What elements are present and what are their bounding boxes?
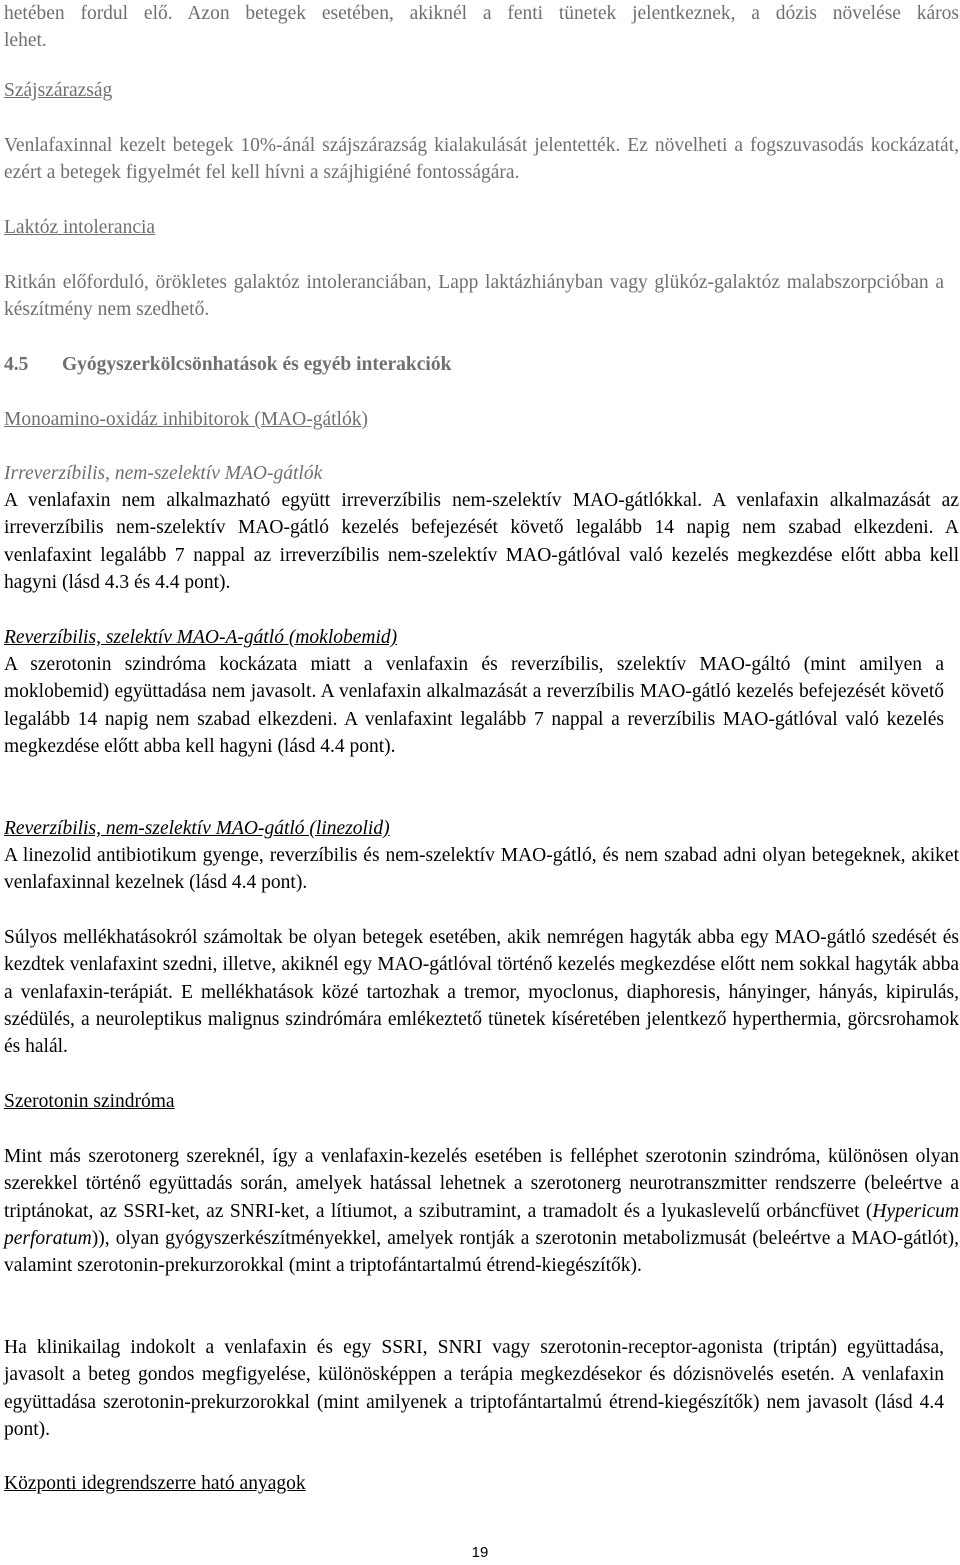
intro-line-2: lehet. — [4, 30, 47, 51]
moclobemide-text: A szerotonin szindróma kockázata miatt a venlafaxin és reverzíbilis, szelektív MAO-gáltó (mint amilyen a moklobemid) együttadása nem javasolt. A venlafaxin alkalmazását a reverzíbilis MAO-gátló kezelés befejezését követő legalább 14 napig nem szabad elkezdeni. A venlafaxint legalább 7 nappal a reverzíbilis MAO-gátlóval való kezelés megkezdése előtt abba kell hagyni (lásd 4.4 pont). — [4, 654, 944, 757]
serotonin-text — [4, 1143, 959, 1279]
lactose-text: Ritkán előforduló, örökletes galaktóz intoleranciában, Lapp laktázhiányban vagy glükóz-galaktóz malabszorpcióban a készítmény nem szedhető. — [4, 272, 944, 321]
linezolid-heading: Reverzíbilis, nem-szelektív MAO-gátló (linezolid) — [4, 818, 390, 839]
section-number: 4.5 — [4, 354, 29, 375]
irreversible-heading: Irreverzíbilis, nem-szelektív MAO-gátlók — [4, 463, 323, 484]
moclobemide-heading: Reverzíbilis, szelektív MAO-A-gátló (moklobemid) — [4, 627, 398, 648]
serotonin-text-a: Mint más szerotonerg szereknél, így a venlafaxin-kezelés esetében is felléphet szerotonin szindróma, különösen olyan szerekkel történő együttadás során, amelyek hatással lehetnek a szerotonerg neurotranszmitter rendszerre (beleértve a triptánokat, az SSRI-ket, az SNRI-ket, a lítiumot, a szibutramint, a tramadolt és a lyukaslevelű orbáncfüvet ( — [4, 1146, 959, 1222]
cns-heading: Központi idegrendszerre ható anyagok — [4, 1473, 306, 1494]
lactose-heading: Laktóz intolerancia — [4, 217, 156, 238]
severe-effects-text: Súlyos mellékhatásokról számoltak be olyan betegek esetében, akik nemrégen hagyták abba egy MAO-gátló szedését és kezdtek venlafaxint szedni, illetve, akiknél egy MAO-gátlóval történő kezelés megkezdése előtt nem sokkal hagyták abba a venlafaxin-terápiát. E mellékhatások közé tartozhak a tremor, myoclonus, diaphoresis, hányinger, hányás, kipirulás, szédülés, a neuroleptikus malignus szindrómára emlékeztető tünetek kíséretében jelentkező hyperthermia, görcsrohamok és halál. — [4, 927, 959, 1058]
serotonin-text-b: )), olyan gyógyszerkészítményekkel, amelyek rontják a szerotonin metabolizmusát (beleértve a MAO-gátlót), valamint szerotonin-prekurzorokkal (mint a triptofántartalmú étrend-kiegészítők). — [4, 1227, 959, 1277]
serotonin-text-italic: Hypericum perforatum — [4, 1200, 959, 1249]
section-title-text: Gyógyszerkölcsönhatások és egyéb interakciók — [62, 354, 452, 375]
section-title — [4, 351, 451, 378]
dry-mouth-heading: Szájszárazság — [4, 80, 113, 101]
irreversible-text: A venlafaxin nem alkalmazható együtt irreverzíbilis nem-szelektív MAO-gátlókkal. A venlafaxin alkalmazását az irreverzíbilis nem-szelektív MAO-gátló kezelés befejezését követő legalább 14 napig nem szabad elkezdeni. A venlafaxint legalább 7 nappal az irreverzíbilis nem-szelektív MAO-gátlóval való kezelés megkezdése előtt abba kell hagyni (lásd 4.3 és 4.4 pont). — [4, 490, 959, 593]
intro-line-1: hetében fordul elő. Azon betegek esetében, akiknél a fenti tünetek jelentkeznek, a dózis növelése káros — [4, 3, 959, 24]
dry-mouth-text: Venlafaxinnal kezelt betegek 10%-ánál szájszárazság kialakulását jelentették. Ez növelheti a fogszuvasodás kockázatát, ezért a betegek figyelmét fel kell hívni a szájhigiéné fontosságára. — [4, 135, 959, 184]
maoi-heading: Monoamino-oxidáz inhibitorok (MAO-gátlók) — [4, 409, 368, 430]
page-number: 19 — [471, 1544, 489, 1561]
serotonin-heading: Szerotonin szindróma — [4, 1091, 175, 1112]
linezolid-text: A linezolid antibiotikum gyenge, reverzíbilis és nem-szelektív MAO-gátló, és nem szabad adni olyan betegeknek, akiket venlafaxinnal kezelnek (lásd 4.4 pont). — [4, 845, 959, 894]
monitoring-text: Ha klinikailag indokolt a venlafaxin és egy SSRI, SNRI vagy szerotonin-receptor-agonista (triptán) együttadása, javasolt a beteg gondos megfigyelése, különösképpen a terápia megkezdésekor és dózisnövelés esetén. A venlafaxin együttadása szerotonin-prekurzorokkal (mint amilyenek a triptofántartalmú étrend-kiegészítők) nem javasolt (lásd 4.4 pont). — [4, 1337, 944, 1440]
